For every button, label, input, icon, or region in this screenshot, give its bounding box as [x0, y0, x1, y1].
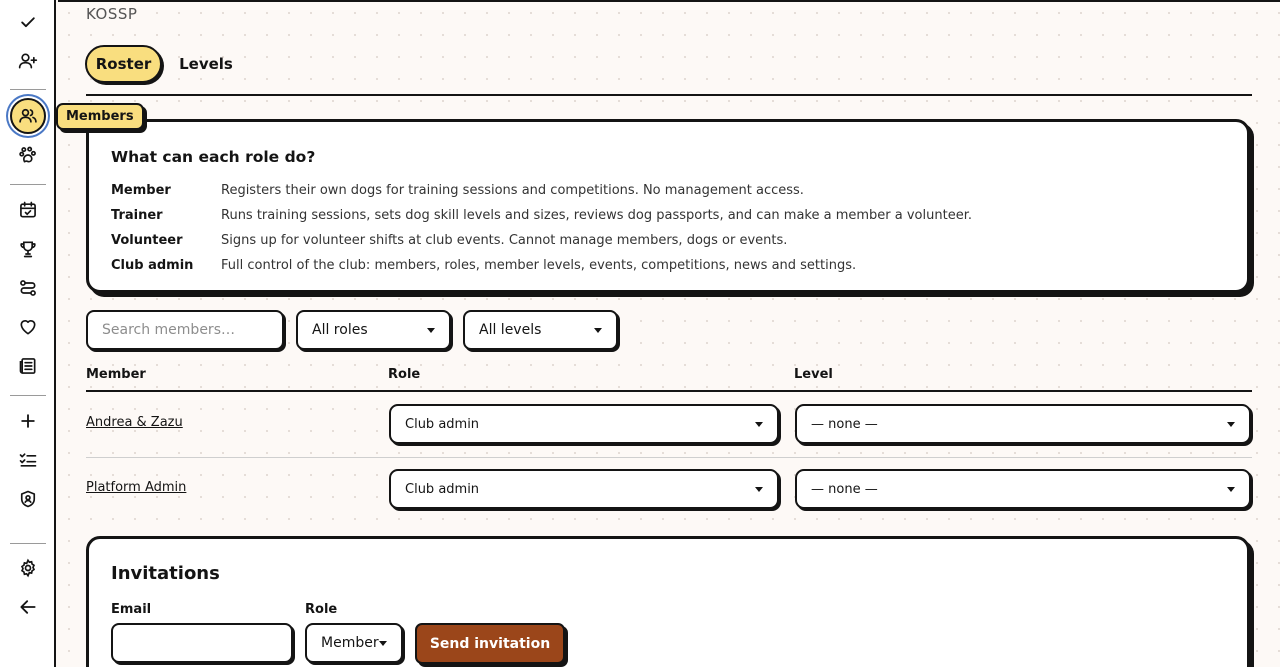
- member-level-select[interactable]: [795, 404, 1251, 444]
- member-role-select[interactable]: [389, 404, 779, 444]
- table-row-divider: [86, 457, 1252, 458]
- invite-role-select[interactable]: [305, 623, 403, 663]
- search-input[interactable]: Search members…: [86, 310, 284, 350]
- calendar-icon[interactable]: [10, 192, 46, 228]
- member-link[interactable]: Platform Admin: [86, 480, 187, 495]
- sidebar: [0, 0, 56, 667]
- chevron-down-icon: [427, 328, 435, 333]
- send-invitation-button[interactable]: Send invitation: [415, 623, 565, 664]
- level-filter-value: All levels: [479, 322, 542, 338]
- member-link[interactable]: Andrea & Zazu: [86, 415, 183, 430]
- role-description: Registers their own dogs for training sessions and competitions. No management access.: [221, 183, 804, 198]
- role-description: Runs training sessions, sets dog skill levels and sizes, reviews dog passports, and can make a member a volunteer.: [221, 208, 972, 223]
- shield-icon[interactable]: [10, 481, 46, 517]
- sidebar-divider: [10, 184, 46, 185]
- route-icon[interactable]: [10, 270, 46, 306]
- chevron-down-icon: [1227, 422, 1235, 427]
- role-permissions-card: [86, 119, 1250, 293]
- level-filter-select[interactable]: [463, 310, 618, 350]
- member-level-select[interactable]: [795, 469, 1251, 509]
- role-name: Club admin: [111, 258, 194, 273]
- news-icon[interactable]: [10, 348, 46, 384]
- club-name: KOSSP: [86, 5, 138, 23]
- role-filter-select[interactable]: [296, 310, 451, 350]
- role-permissions-title: What can each role do?: [111, 148, 316, 166]
- role-description: Full control of the club: members, roles, member levels, events, competitions, news and settings.: [221, 258, 857, 273]
- tabs-divider: [86, 94, 1252, 96]
- role-description: Signs up for volunteer shifts at club events. Cannot manage members, dogs or events.: [221, 233, 788, 248]
- members-icon[interactable]: [10, 98, 46, 134]
- column-header-role: Role: [388, 367, 421, 382]
- members-tooltip: Members: [56, 103, 144, 130]
- chevron-down-icon: [755, 422, 763, 427]
- invite-email-field[interactable]: [111, 623, 293, 663]
- arrow-left-icon[interactable]: [10, 589, 46, 625]
- role-name: Member: [111, 183, 171, 198]
- member-level-value: — none —: [811, 416, 878, 432]
- chevron-down-icon: [1227, 487, 1235, 492]
- trophy-icon[interactable]: [10, 231, 46, 267]
- paw-icon[interactable]: [10, 137, 46, 173]
- check-icon[interactable]: [10, 4, 46, 40]
- column-header-level: Level: [794, 367, 833, 382]
- role-label: Role: [305, 602, 338, 617]
- role-name: Trainer: [111, 208, 163, 223]
- checklist-icon[interactable]: [10, 442, 46, 478]
- chevron-down-icon: [594, 328, 602, 333]
- chevron-down-icon: [379, 641, 387, 646]
- invite-role-value: Member: [321, 635, 379, 651]
- member-level-value: — none —: [811, 481, 878, 497]
- gear-icon[interactable]: [10, 550, 46, 586]
- chevron-down-icon: [755, 487, 763, 492]
- main-content: [58, 0, 1280, 667]
- tab-levels[interactable]: Levels: [179, 55, 233, 73]
- column-header-member: Member: [86, 367, 146, 382]
- user-plus-icon[interactable]: [10, 43, 46, 79]
- member-role-value: Club admin: [405, 416, 480, 432]
- email-label: Email: [111, 602, 152, 617]
- role-name: Volunteer: [111, 233, 183, 248]
- tab-roster[interactable]: Roster: [85, 45, 162, 83]
- plus-icon[interactable]: [10, 403, 46, 439]
- table-header-divider: [86, 390, 1252, 392]
- heart-icon[interactable]: [10, 309, 46, 345]
- sidebar-divider: [10, 89, 46, 90]
- sidebar-divider: [10, 395, 46, 396]
- invitations-card: [86, 536, 1250, 667]
- sidebar-divider: [10, 543, 46, 544]
- member-role-select[interactable]: [389, 469, 779, 509]
- invitations-title: Invitations: [111, 563, 220, 584]
- role-filter-value: All roles: [312, 322, 368, 338]
- member-role-value: Club admin: [405, 481, 480, 497]
